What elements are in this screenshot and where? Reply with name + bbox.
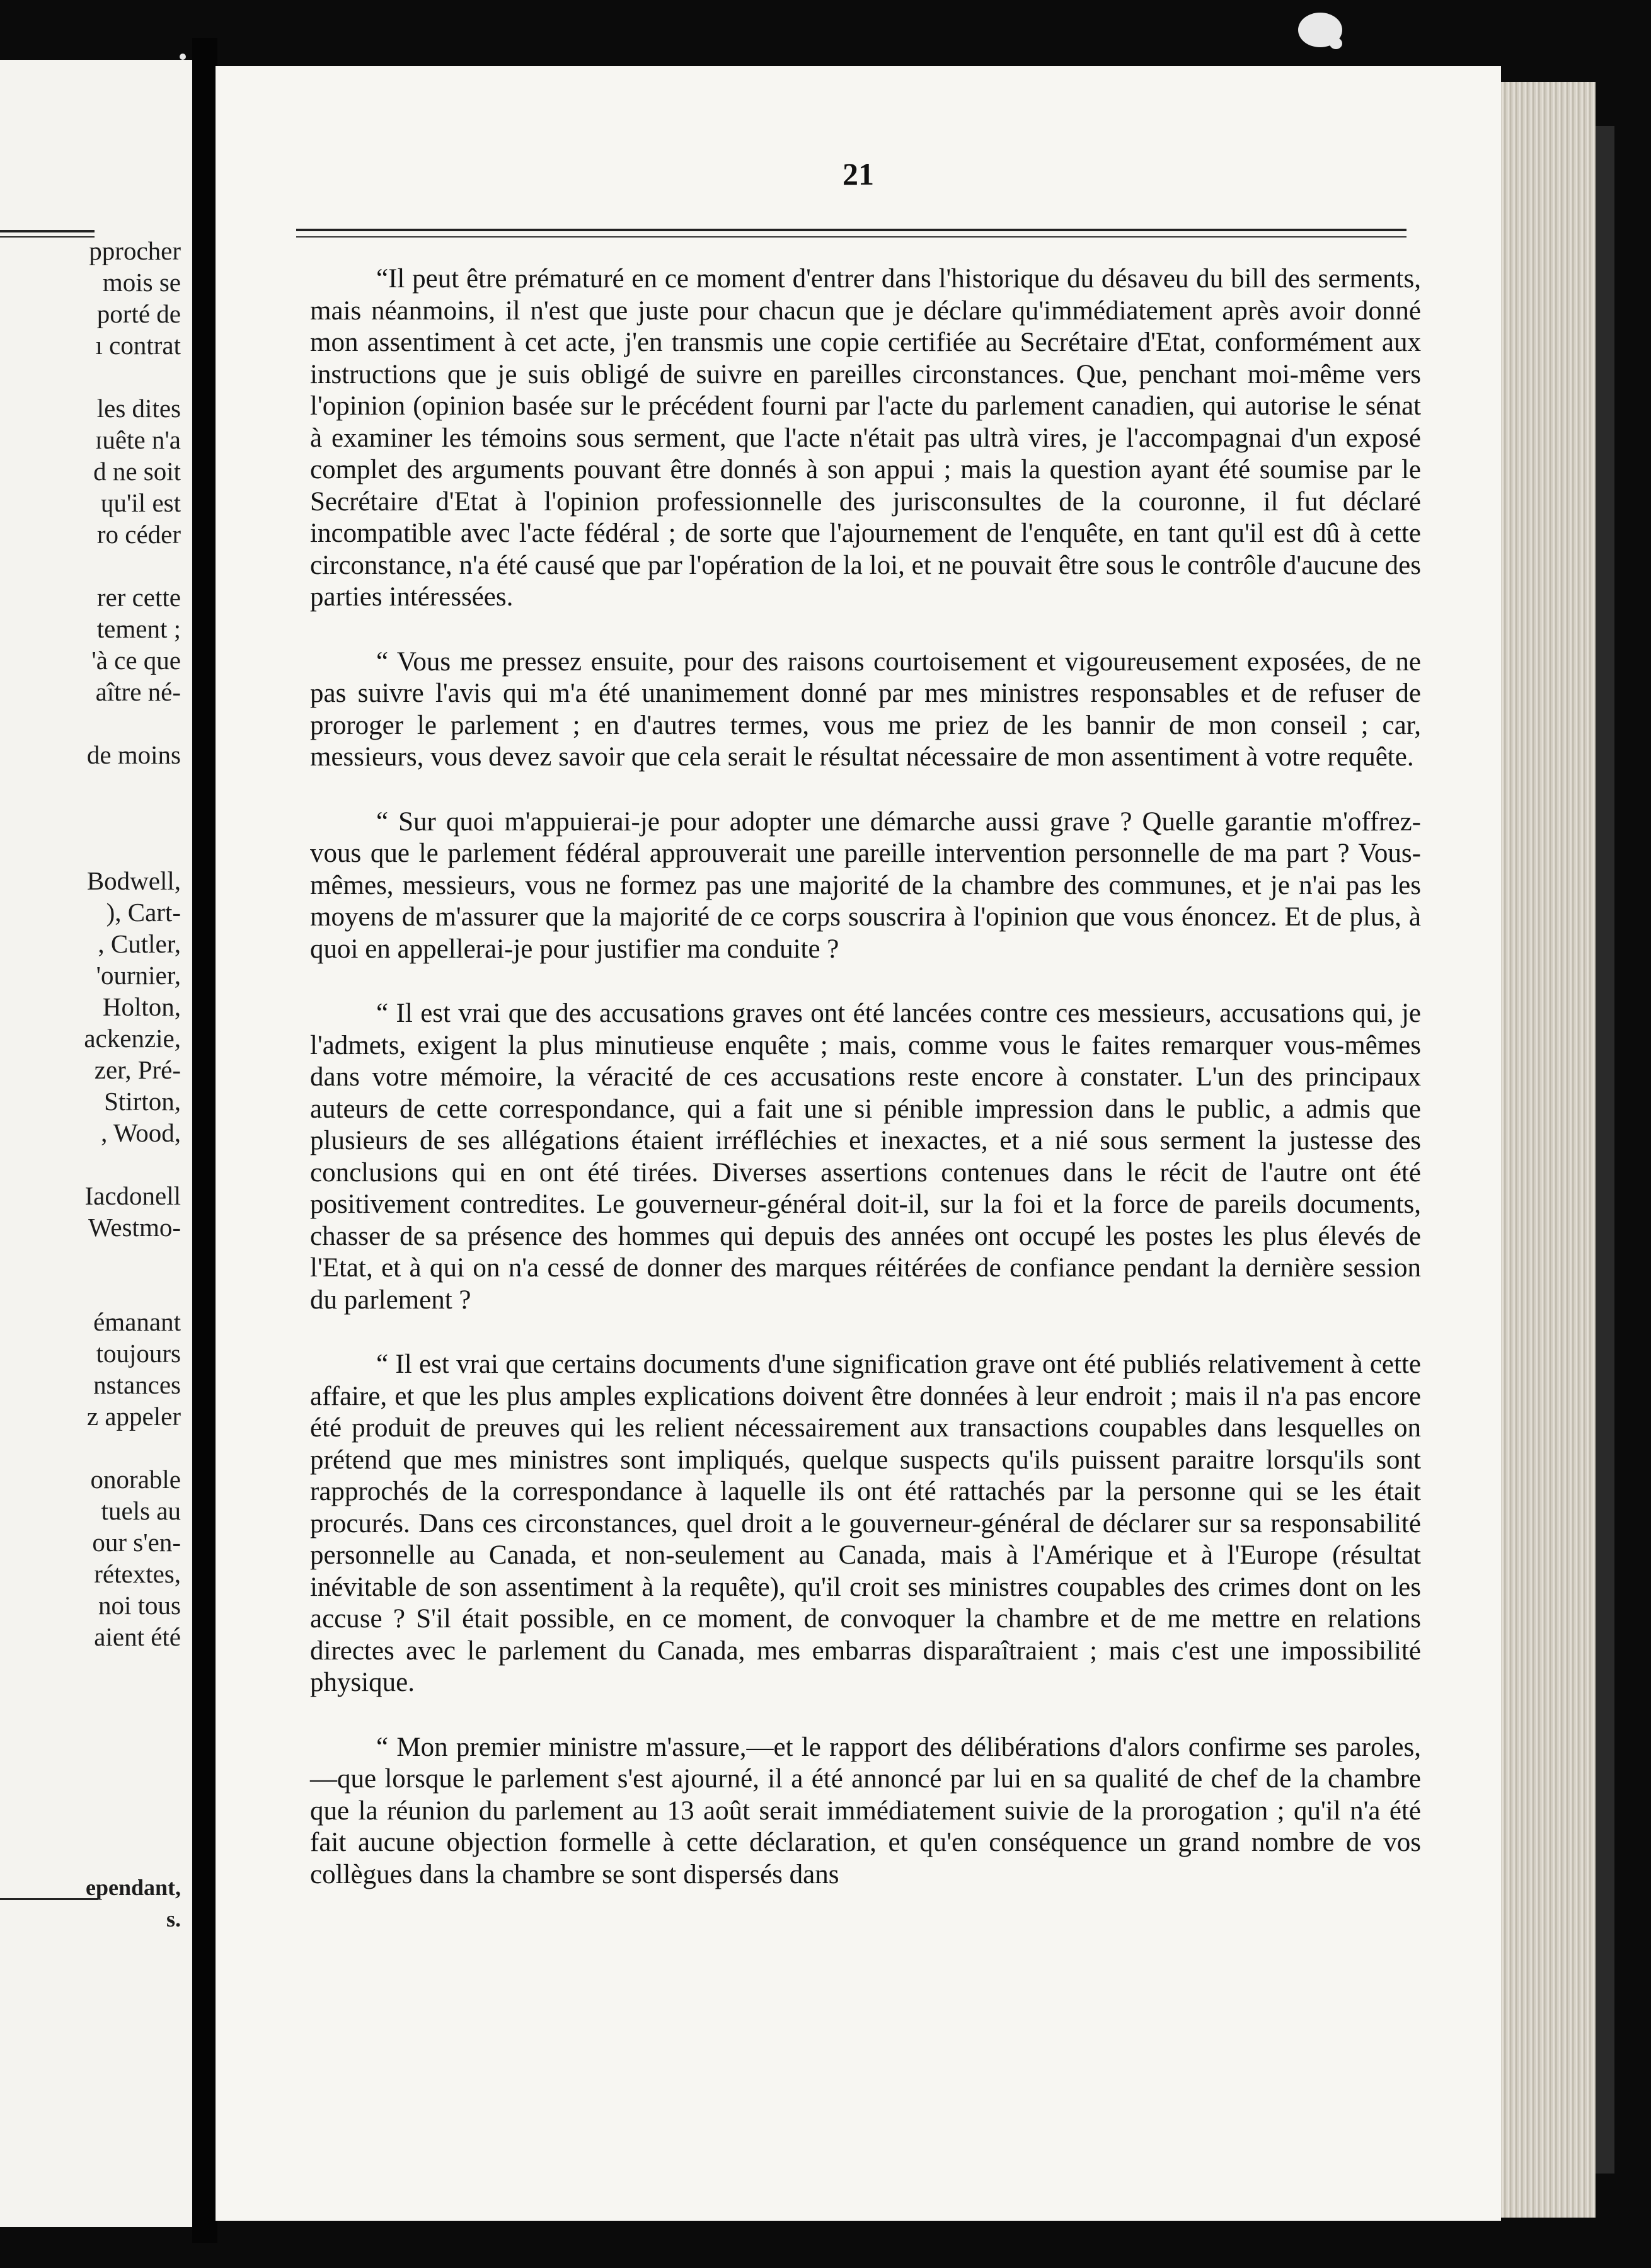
paragraph: “ Vous me pressez ensuite, pour des raisons courtoisement et vigoureusement exposées, de ne pas suivre l'avis qui m'a été unanimement donné par mes ministres responsables et de refuser de proroger le parlement ; en d'autres termes, vous me priez de les bannir de mon conseil ; car, messieurs, vous devez savoir que cela serait le résultat nécessaire de mon assentiment à votre requête. [310,646,1421,772]
paragraph: “ Il est vrai que certains documents d'une signification grave ont été publiés relativement à cette affaire, et que les plus amples explications doivent être données à leur endroit ; mais il n'a pas encore été produit de preuves qui les relient nécessairement aux transactions coupables dans lesquelles on prétend que mes ministres sont impliqués, quelque suspects qu'ils puissent paraitre lorsqu'ils sont rapprochés de la correspondance à laquelle ils ont été rattachés par la personne qui se les était procurés. Dans ces circonstances, quel droit a le gouverneur-général de déclarer sur sa responsabilité personnelle au Canada, et non-seulement au Canada, mais à l'Amérique et à l'Europe (résultat inévitable de son assentiment à la requête), qu'il croit ses ministres coupables des crimes dont on les accuse ? S'il était possible, en ce moment, de convoquer la chambre et de me mettre en relations directes avec le parlement du Canada, mes embarras disparaîtraient ; mais c'est une impossibilité physique. [310,1349,1421,1697]
left-page-fragment: ackenzie, [84,1024,181,1053]
left-page-fragment: émanant [93,1307,181,1336]
left-page-fragment: pprocher [89,236,181,265]
left-page-fragment: ɪuête n'a [95,425,181,454]
left-page-fragment: ependant, [85,1875,181,1900]
left-page-fragment: les dites [96,394,181,423]
page-number: 21 [843,156,874,192]
left-page-fragment: ɥu'il est [101,488,181,517]
paragraph: “ Il est vrai que des accusations graves ont été lancées contre ces messieurs, accusations qui, je l'admets, exigent la plus minutieuse enquête ; mais, comme vous le faites remarquer vous-mêmes dans votre mémoire, la véracité de ces accusations reste encore à constater. L'un des principaux auteurs de cette correspondance, qui a fait une si pénible impression dans le public, a admis que plusieurs de ses allégations étaient irréfléchies et inexactes, et a nié sous serment la justesse des conclusions qui en ont été tirées. Diverses assertions contenues dans le récit de l'autre ont été positivement contredites. Le gouverneur-général doit-il, sur la foi et la force de pareils documents, chasser de sa présence des hommes qui depuis des années ont occupé les postes les plus élevés de l'Etat, et à qui on n'a cessé de donner des marques réitérées de confiance pendant la dernière session du parlement ? [310,999,1421,1315]
left-page-fragment: tuels au [101,1496,181,1525]
left-page-fragment: z appeler [86,1402,181,1431]
header-rule [296,229,1407,231]
book-gutter [192,38,217,2243]
left-page-fragment: Stirton, [104,1087,181,1116]
left-footer-rule [0,1898,98,1900]
paragraph: “Il peut être prématuré en ce moment d'entrer dans l'historique du désaveu du bill des serments, mais néanmoins, il n'est que juste pour chacun que je déclare qu'immédiatement après avoir donné mon assentiment à cet acte, j'en transmis une copie certifiée au Secrétaire d'Etat, conformément aux instructions que je suis obligé de suivre en pareilles circonstances. Que, penchant moi-même vers l'opinion (opinion basée sur le précédent fourni par l'acte du parlement canadien, qui autorise le sénat à examiner les témoins sous serment, que l'acte n'était pas ultrà vires, je l'accompagnai d'un exposé complet des arguments pouvant être donnés à son appui ; mais la question ayant été soumise par le Secrétaire d'Etat à l'opinion professionnelle des jurisconsultes de la couronne, il fut déclaré incompatible avec l'acte fédéral ; de sorte que l'ajournement de l'enquête, en tant qu'il est dû à cette circonstance, n'a été causé que par l'opération de la loi, et ne pouvait être sous le contrôle d'aucune des parties intéressées. [310,264,1421,612]
scan-speck [1330,38,1342,49]
left-page-fragment: de moins [86,740,181,769]
left-page-fragment: aître né- [95,677,181,706]
left-page-fragment: toujours [96,1339,181,1368]
left-page-fragment: , Cutler, [98,929,181,958]
left-page-fragment: nstances [93,1370,181,1399]
left-page-fragment: porté de [96,299,181,328]
left-page-fragment: aient été [94,1622,181,1651]
right-page [216,66,1501,2221]
left-page-fragment: Bodwell, [86,866,181,895]
left-header-rule [0,230,95,232]
left-page-fragment: our s'en- [92,1528,181,1557]
left-page-fragment: ), Cart- [106,898,181,927]
left-page-fragment: s. [166,1906,181,1932]
left-header-rule [0,236,95,238]
left-page-fragment: Westmo- [88,1213,181,1242]
book-edge-shadow [1596,126,1614,2174]
left-page-fragment: onorable [90,1465,181,1494]
left-page-fragment: ı contrat [95,331,181,360]
left-page-fragment: mois se [102,268,181,297]
left-page-fragment: ro céder [96,520,181,549]
body-text [310,263,1421,1891]
page-edges [1501,82,1596,2218]
left-page-fragment: 'ournier, [96,961,181,990]
left-page-fragment: rer cette [96,583,181,612]
left-page-fragment: 'à ce que [91,646,181,675]
left-page-fragment: zer, Pré- [94,1055,181,1084]
header-rule [296,236,1407,238]
paragraph: “ Sur quoi m'appuierai-je pour adopter une démarche aussi grave ? Quelle garantie m'offrez-vous que le parlement fédéral approuverait une pareille intervention personnelle de ma part ? Vous-mêmes, messieurs, vous ne formez pas une majorité de la chambre des communes, et je n'ai pas les moyens de m'assurer que la majorité de ce corps souscrira à l'opinion que vous énoncez. Et de plus, à quoi en appellerai-je pour justifier ma conduite ? [310,806,1421,964]
left-page-fragment: d ne soit [93,457,181,486]
left-page-fragment: rétextes, [94,1559,181,1588]
paragraph: “ Mon premier ministre m'assure,—et le rapport des délibérations d'alors confirme ses paroles,—que lorsque le parlement s'est ajourné, il a été annoncé par lui en sa qualité de chef de la chambre que la réunion du parlement au 13 août serait immédiatement suivie de la prorogation ; qu'il n'a été fait aucune objection formelle à cette déclaration, et qu'en conséquence un grand nombre de vos collègues dans la chambre se sont dispersés dans [310,1732,1421,1889]
scan-speck [180,54,186,60]
left-page-fragment: noi tous [98,1591,181,1620]
left-page-fragment: Holton, [102,992,181,1021]
left-page-fragment: , Wood, [101,1118,181,1147]
left-page-fragment: Iacdonell [84,1181,181,1210]
left-page [0,60,192,2227]
left-page-fragment: tement ; [96,614,181,643]
